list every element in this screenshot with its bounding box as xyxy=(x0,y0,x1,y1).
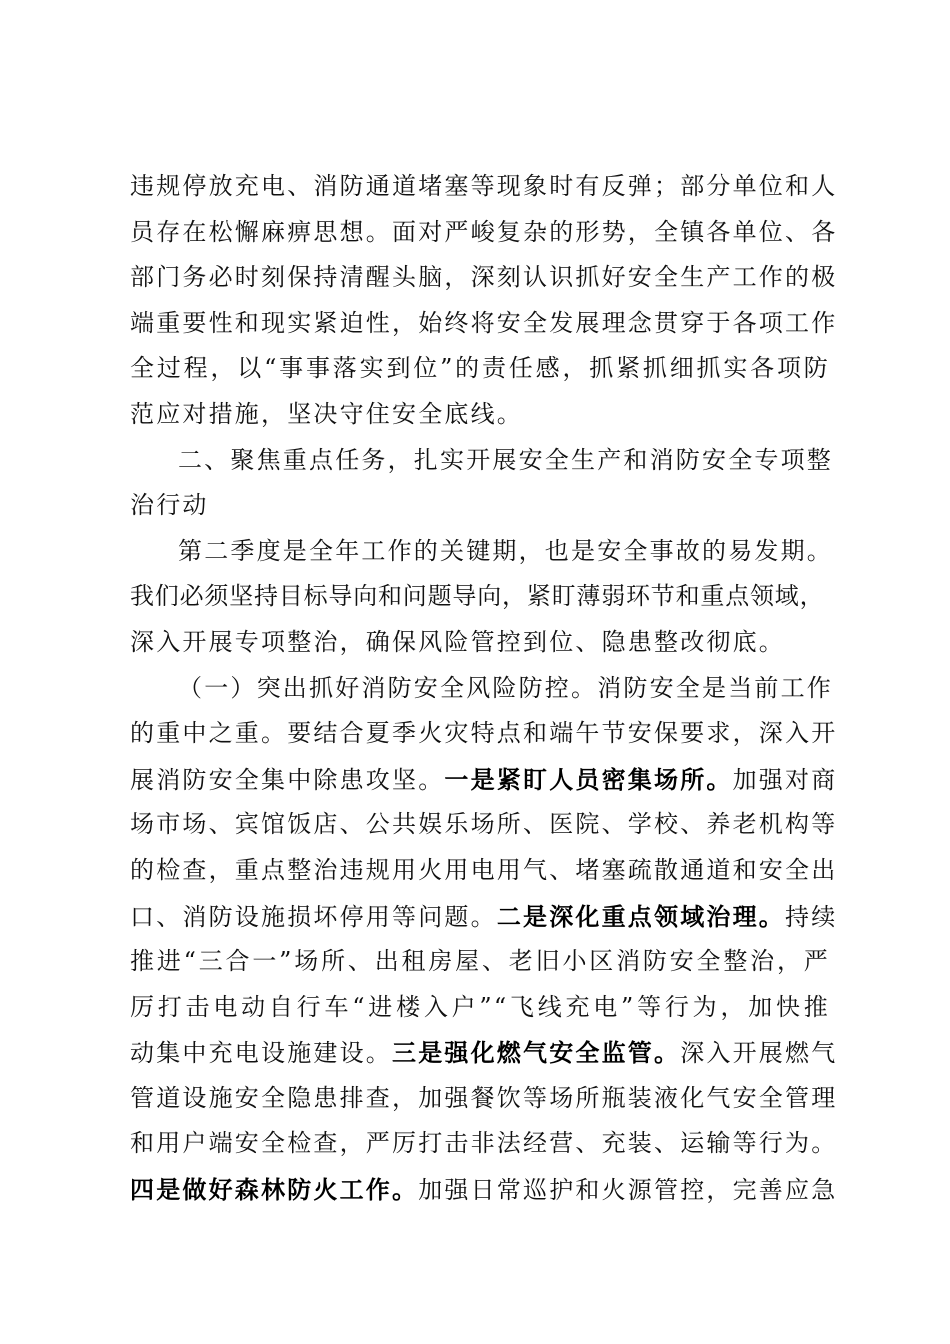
text-segment: 动集中充电设施建设。 xyxy=(130,1039,392,1068)
text-line xyxy=(130,802,838,848)
subsection-heading: （一）突出抓好消防安全风险防控。消防安全是当前工作 xyxy=(178,673,833,702)
section-heading-line xyxy=(130,483,830,529)
text-line xyxy=(130,574,830,620)
text-line xyxy=(130,985,830,1031)
text-segment: 加强日常巡护和火源管控，完善应急 xyxy=(418,1176,838,1205)
text-line xyxy=(130,1030,838,1076)
bold-point-heading: 一是紧盯人员密集场所。 xyxy=(444,764,733,794)
text-segment: 推进“三合一”场所、出租房屋、老旧小区消防安全整治，严 xyxy=(130,947,830,976)
text-line xyxy=(130,392,830,438)
text-line xyxy=(130,757,838,803)
text-segment: 违规停放充电、消防通道堵塞等现象时有反弹；部分单位和人 xyxy=(130,172,838,200)
text-line xyxy=(130,1076,838,1122)
text-segment: 的检查，重点整治违规用火用电用气、堵塞疏散通道和安全出 xyxy=(130,855,838,884)
text-line xyxy=(130,939,830,985)
section-heading-line xyxy=(130,438,833,484)
text-line xyxy=(130,894,838,940)
text-segment: 的重中之重。要结合夏季火灾特点和端午节安保要求，深入开 xyxy=(130,719,838,748)
text-line xyxy=(130,301,838,347)
text-segment: 部门务必时刻保持清醒头脑，深刻认识抓好安全生产工作的极 xyxy=(130,263,838,292)
text-segment: 深入开展燃气 xyxy=(680,1039,838,1068)
bold-point-heading: 三是强化燃气安全监管。 xyxy=(392,1038,681,1068)
text-line xyxy=(130,620,830,666)
text-line xyxy=(130,1167,838,1213)
text-line xyxy=(130,529,833,575)
text-segment: 加强对商 xyxy=(732,765,838,794)
text-segment: 端重要性和现实紧迫性，始终将安全发展理念贯穿于各项工作 xyxy=(130,308,838,337)
text-segment: 我们必须坚持目标导向和问题导向，紧盯薄弱环节和重点领域， xyxy=(130,582,825,611)
text-segment: 第二季度是全年工作的关键期，也是安全事故的易发期。 xyxy=(178,536,833,565)
text-line xyxy=(130,164,838,210)
subsection-heading-line xyxy=(130,666,833,712)
text-line xyxy=(130,255,838,301)
text-segment: 展消防安全集中除患攻坚。 xyxy=(130,765,445,794)
bold-point-heading: 四是做好森林防火工作。 xyxy=(130,1175,419,1205)
text-segment: 持续 xyxy=(785,902,838,931)
text-segment: 范应对措施，坚决守住安全底线。 xyxy=(130,399,523,428)
section-heading: 治行动 xyxy=(130,491,209,520)
text-segment: 厉打击电动自行车“进楼入户”“飞线充电”等行为，加快推 xyxy=(130,992,830,1021)
section-heading: 二、聚焦重点任务，扎实开展安全生产和消防安全专项整 xyxy=(178,445,833,474)
text-line xyxy=(130,346,830,392)
text-line xyxy=(130,848,838,894)
text-line xyxy=(130,210,838,256)
text-line xyxy=(130,711,838,757)
document-body xyxy=(130,164,838,1213)
text-segment: 和用户端安全检查，严厉打击非法经营、充装、运输等行为。 xyxy=(130,1129,838,1158)
text-line xyxy=(130,1121,838,1167)
bold-point-heading: 二是深化重点领域治理。 xyxy=(496,901,786,931)
text-segment: 员存在松懈麻痹思想。面对严峻复杂的形势，全镇各单位、各 xyxy=(130,217,838,246)
text-segment: 管道设施安全隐患排查，加强餐饮等场所瓶装液化气安全管理 xyxy=(130,1083,838,1112)
text-segment: 深入开展专项整治，确保风险管控到位、隐患整改彻底。 xyxy=(130,627,785,656)
text-segment: 口、消防设施损坏停用等问题。 xyxy=(130,902,497,931)
text-segment: 场市场、宾馆饭店、公共娱乐场所、医院、学校、养老机构等 xyxy=(130,810,838,839)
text-line-segment: 全过程，以“事事落实到位”的责任感，抓紧抓细抓实各项防 xyxy=(130,354,830,383)
